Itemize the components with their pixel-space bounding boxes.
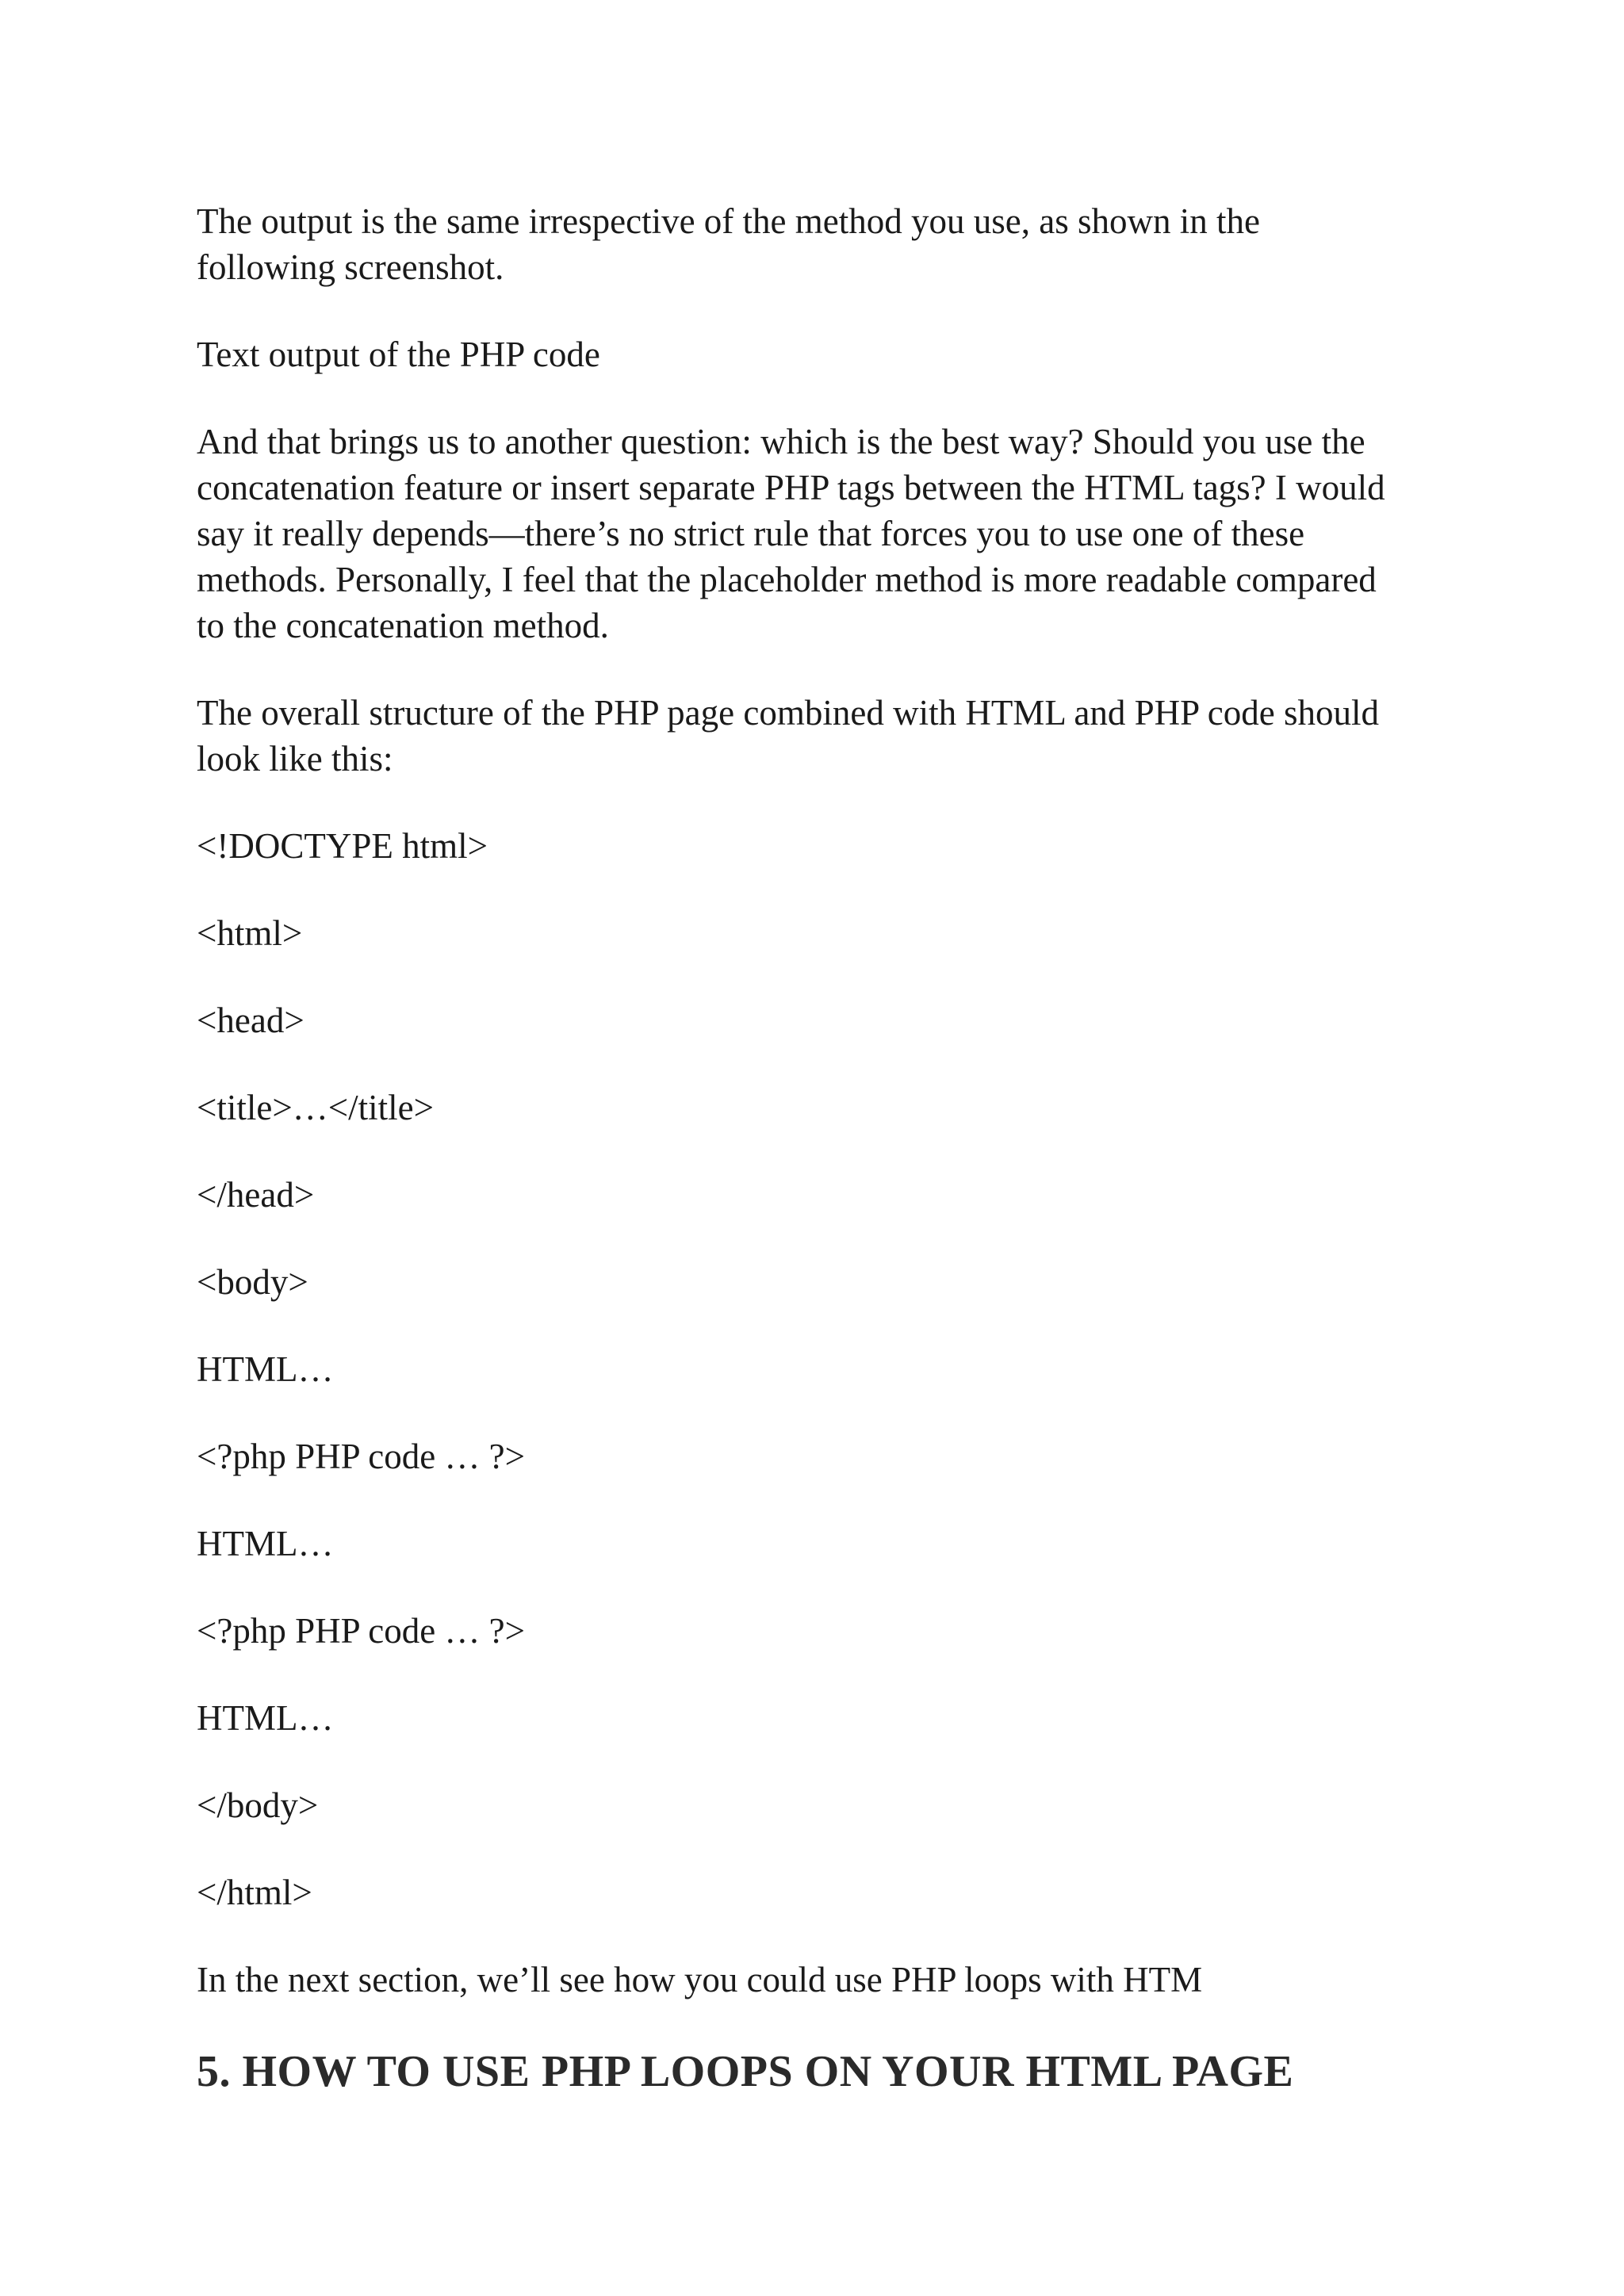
code-line-body-close: </body> <box>197 1785 319 1825</box>
code-line-html-2: HTML… <box>197 1524 334 1563</box>
section-heading: 5. HOW TO USE PHP LOOPS ON YOUR HTML PAGE <box>197 2047 1294 2096</box>
code-line-php-1: <?php PHP code … ?> <box>197 1437 526 1476</box>
paragraph-output-same: The output is the same irrespective of the method you use, as shown in the following screenshot. <box>197 201 1260 287</box>
paragraph-next-section: In the next section, we’ll see how you could use PHP loops with HTM <box>197 1960 1203 1999</box>
code-line-html-3: HTML… <box>197 1698 334 1738</box>
paragraph-overall-structure: The overall structure of the PHP page combined with HTML and PHP code should look like this: <box>197 693 1379 779</box>
code-line-doctype: <!DOCTYPE html> <box>197 826 488 866</box>
code-line-body-open: <body> <box>197 1262 308 1302</box>
code-line-html-open: <html> <box>197 913 303 953</box>
code-line-html-1: HTML… <box>197 1349 334 1389</box>
code-line-html-close: </html> <box>197 1873 312 1912</box>
paragraph-best-way: And that brings us to another question: which is the best way? Should you use the concatenation feature or insert separate PHP tags between the HTML tags? I would say it really depends—there’s no strict rule that forces you to use one of these methods. Personally, I feel that the placeholder method is more readable compared to the concatenation method. <box>197 422 1385 645</box>
code-line-title: <title>…</title> <box>197 1088 434 1127</box>
paragraph-screenshot-caption: Text output of the PHP code <box>197 335 600 374</box>
code-line-head-open: <head> <box>197 1001 304 1040</box>
code-line-php-2: <?php PHP code … ?> <box>197 1611 526 1651</box>
code-line-head-close: </head> <box>197 1175 315 1215</box>
document-page <box>197 198 1465 2099</box>
